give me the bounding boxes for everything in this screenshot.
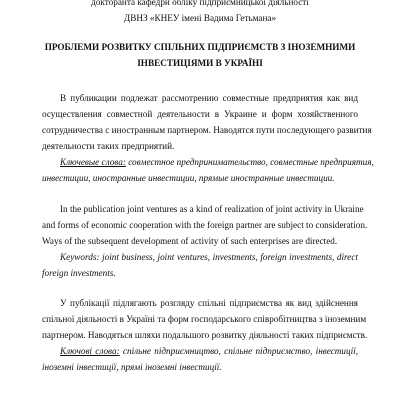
keywords-ru-text: совместное предпринимательство, совместные предприятия, <box>128 157 374 167</box>
keywords-uk-line-1 <box>60 345 358 357</box>
keywords-ru-line-1 <box>60 156 374 168</box>
abstract-en-line-3: Ways of the subsequent development of activity of such enterprises are directed. <box>42 236 338 246</box>
keywords-en-line-2: foreign investments. <box>42 268 116 278</box>
abstract-en-line-1: In the publication joint ventures as a kind of realization of joint activity in Ukraine <box>60 204 364 214</box>
keywords-en-text: joint business, joint ventures, investments, foreign investments, direct <box>102 252 358 262</box>
keywords-uk-label: Ключові слова: <box>60 346 120 356</box>
abstract-uk-line-1: У публікації підлягають розгляду спільні підприємства як вид здійснення <box>60 298 358 308</box>
abstract-en-line-2: and forms of economic cooperation with the foreign partner are subject to consideration. <box>42 220 368 230</box>
keywords-ru-label: Ключевые слова: <box>60 157 126 167</box>
abstract-ru-line-1: В публикации подлежат рассмотрению совместные предприятия как вид <box>60 93 358 103</box>
keywords-uk-line-2: іноземні інвестиції, прямі іноземні інвестиції. <box>42 362 222 372</box>
abstract-ru-line-2: осуществления совместной деятельности в Украине и форм хозяйственного <box>42 109 358 119</box>
keywords-en-line-1 <box>60 251 358 263</box>
abstract-uk-line-3: партнером. Наводяться шляхи подальшого розвитку діяльності таких підприємств. <box>42 330 368 340</box>
keywords-ru-line-2: инвестиции, иностранные инвестиции, прямые иностранные инвестиции. <box>42 173 335 183</box>
abstract-ru-line-3: сотрудничества с иностранным партнером. Наводятся пути последующего развития <box>42 125 372 135</box>
keywords-en-label: Keywords: <box>60 252 100 262</box>
abstract-ru-line-4: деятельности таких предприятий. <box>42 141 175 151</box>
keywords-uk-text: спільне підприємництво, спільне підприємство, інвестиції, <box>122 346 358 356</box>
author-affiliation-line-1: докторанта кафедри обліку підприємницької діяльності <box>91 0 309 7</box>
paper-title-line-1: ПРОБЛЕМИ РОЗВИТКУ СПІЛЬНИХ ПІДПРИЄМСТВ З ІНОЗЕМНИМИ <box>44 42 356 52</box>
abstract-uk-line-2: спільної діяльності в Україні та форм господарського співробітництва з іноземним <box>42 314 367 324</box>
author-affiliation-line-2: ДВНЗ «КНЕУ імені Вадима Гетьмана» <box>123 13 277 23</box>
paper-title-line-2: ІНВЕСТИЦІЯМИ В УКРАЇНІ <box>137 58 263 68</box>
